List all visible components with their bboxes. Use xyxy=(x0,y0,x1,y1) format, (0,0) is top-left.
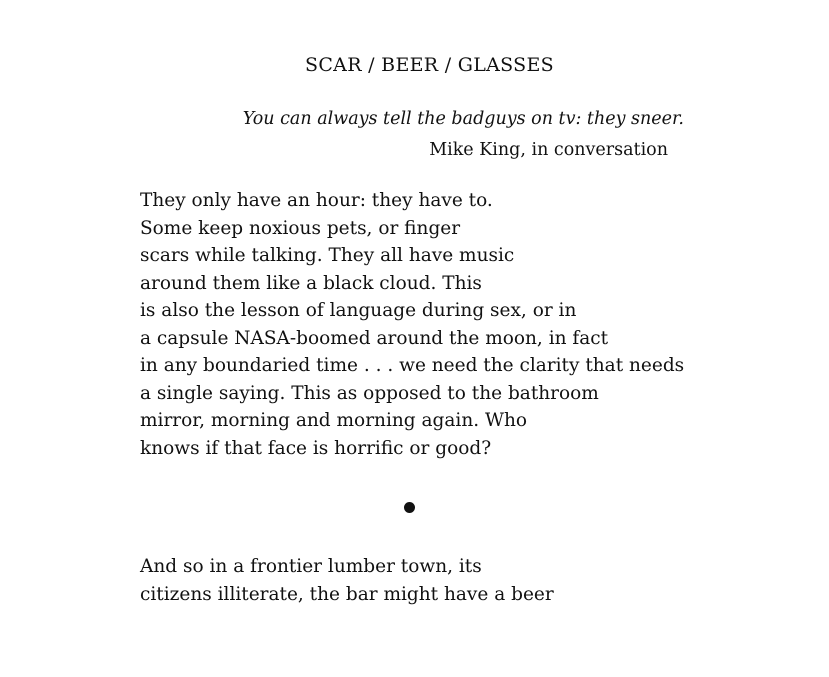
poem-line: in any boundaried time . . . we need the clarity that needs xyxy=(140,355,685,376)
poem-line: knows if that face is horrific or good? xyxy=(140,437,492,459)
poem-line: a single saying. This as opposed to the bathroom xyxy=(140,382,599,404)
poem-title: SCAR / BEER / GLASSES xyxy=(305,54,554,76)
section-break-bullet-icon xyxy=(404,502,415,513)
stanza-two xyxy=(140,553,554,608)
poem-line: around them like a black cloud. This xyxy=(140,272,482,294)
poem-line: mirror, morning and morning again. Who xyxy=(140,410,528,431)
poem-line: scars while talking. They all have music xyxy=(140,245,515,266)
poem-line: is also the lesson of language during sex, or in xyxy=(140,300,577,321)
poem-line: Some keep noxious pets, or finger xyxy=(140,217,461,239)
poem-line: a capsule NASA-boomed around the moon, in fact xyxy=(140,327,609,349)
poem-line: They only have an hour: they have to. xyxy=(140,190,493,211)
epigraph-attribution: Mike King, in conversation xyxy=(429,140,668,160)
poem-line: And so in a frontier lumber town, its xyxy=(140,556,482,577)
epigraph xyxy=(243,104,684,166)
stanza-one xyxy=(140,187,684,462)
poem-line: citizens illiterate, the bar might have a beer xyxy=(140,583,554,605)
epigraph-quote: You can always tell the badguys on tv: they sneer. xyxy=(242,109,684,129)
